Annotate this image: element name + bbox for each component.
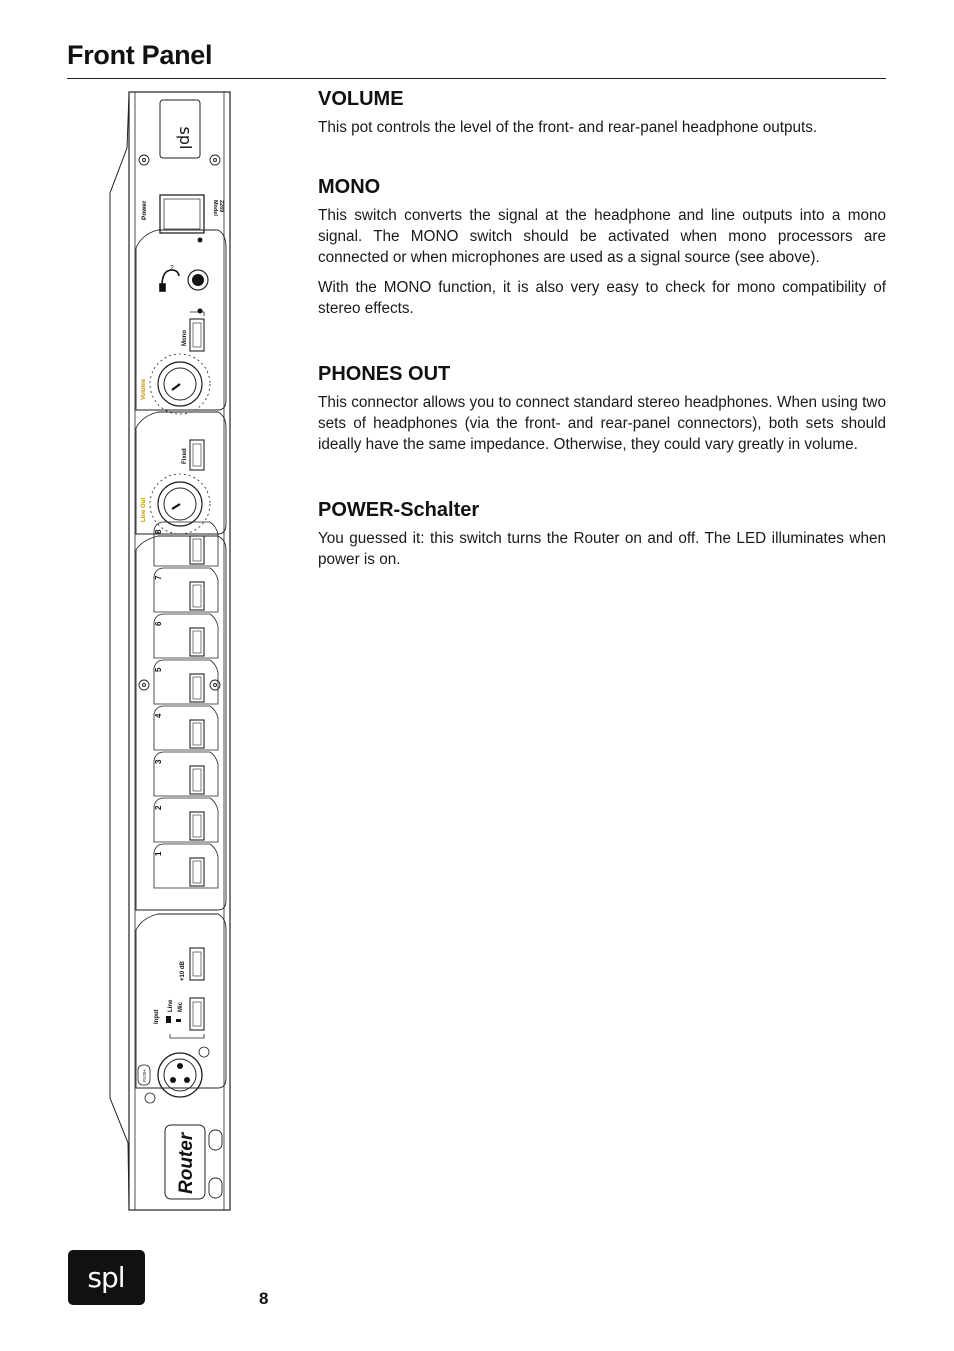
push-label: PUSH bbox=[142, 1069, 147, 1082]
front-panel-illustration bbox=[100, 88, 240, 1214]
mono-paragraph-1: This switch converts the signal at the headphone and line outputs into a mono signal. The MONO switch should be activated when mono processors are connected or when microphones are used as a signal source (see above). bbox=[318, 207, 886, 266]
spl-panel-logo bbox=[176, 127, 195, 150]
power-paragraph: You guessed it: this switch turns the Router on and off. The LED illuminates when power is on. bbox=[318, 530, 886, 568]
input-label: Input bbox=[154, 1009, 160, 1024]
channel-number: 3 bbox=[154, 759, 163, 764]
phones-out-paragraph: This connector allows you to connect standard stereo headphones. When using two sets of headphones (via the front- and rear-panel connectors), both sets should ideally have the same impedance. Otherwise, they could vary greatly in volume. bbox=[318, 394, 886, 453]
page-number: 8 bbox=[259, 1289, 269, 1308]
mono-heading: MONO bbox=[318, 176, 381, 198]
channel-number: 4 bbox=[154, 713, 163, 718]
svg-text:spl: spl bbox=[176, 126, 195, 150]
spl-logo bbox=[68, 1250, 145, 1305]
router-label: Router bbox=[176, 1132, 197, 1194]
channel-number: 8 bbox=[154, 529, 163, 534]
section-mono bbox=[318, 176, 886, 319]
section-volume bbox=[318, 88, 886, 138]
volume-heading: VOLUME bbox=[318, 88, 404, 110]
title-rule bbox=[67, 78, 886, 79]
section-power bbox=[318, 499, 886, 570]
power-label: Power bbox=[141, 200, 148, 220]
model-number: 2269 bbox=[218, 200, 224, 213]
mono-label: Mono bbox=[182, 330, 188, 346]
gain-label: +10 dB bbox=[180, 961, 186, 981]
channel-number: 2 bbox=[154, 805, 163, 810]
channel-number: 1 bbox=[154, 851, 163, 856]
line-label: Line bbox=[168, 999, 174, 1012]
mic-label: Mic bbox=[178, 1001, 184, 1012]
fixed-label: Fixed bbox=[182, 448, 188, 464]
page-title: Front Panel bbox=[67, 40, 213, 70]
channel-number: 7 bbox=[154, 575, 163, 580]
model-label: Model bbox=[212, 200, 218, 216]
power-heading: POWER-Schalter bbox=[318, 499, 480, 521]
section-phones-out bbox=[318, 363, 886, 455]
content-column bbox=[318, 88, 886, 614]
volume-label: Volume bbox=[141, 378, 147, 400]
svg-text:2: 2 bbox=[170, 265, 174, 272]
channel-number: 5 bbox=[154, 667, 163, 672]
channel-number: 6 bbox=[154, 621, 163, 626]
line-out-label: Line Out bbox=[141, 497, 147, 522]
volume-paragraph: This pot controls the level of the front- and rear-panel headphone outputs. bbox=[318, 119, 818, 136]
spl-logo-text: spl bbox=[87, 1261, 125, 1294]
mono-paragraph-2: With the MONO function, it is also very easy to check for mono compatibility of stereo effects. bbox=[318, 279, 886, 317]
phones-out-heading: PHONES OUT bbox=[318, 363, 451, 385]
